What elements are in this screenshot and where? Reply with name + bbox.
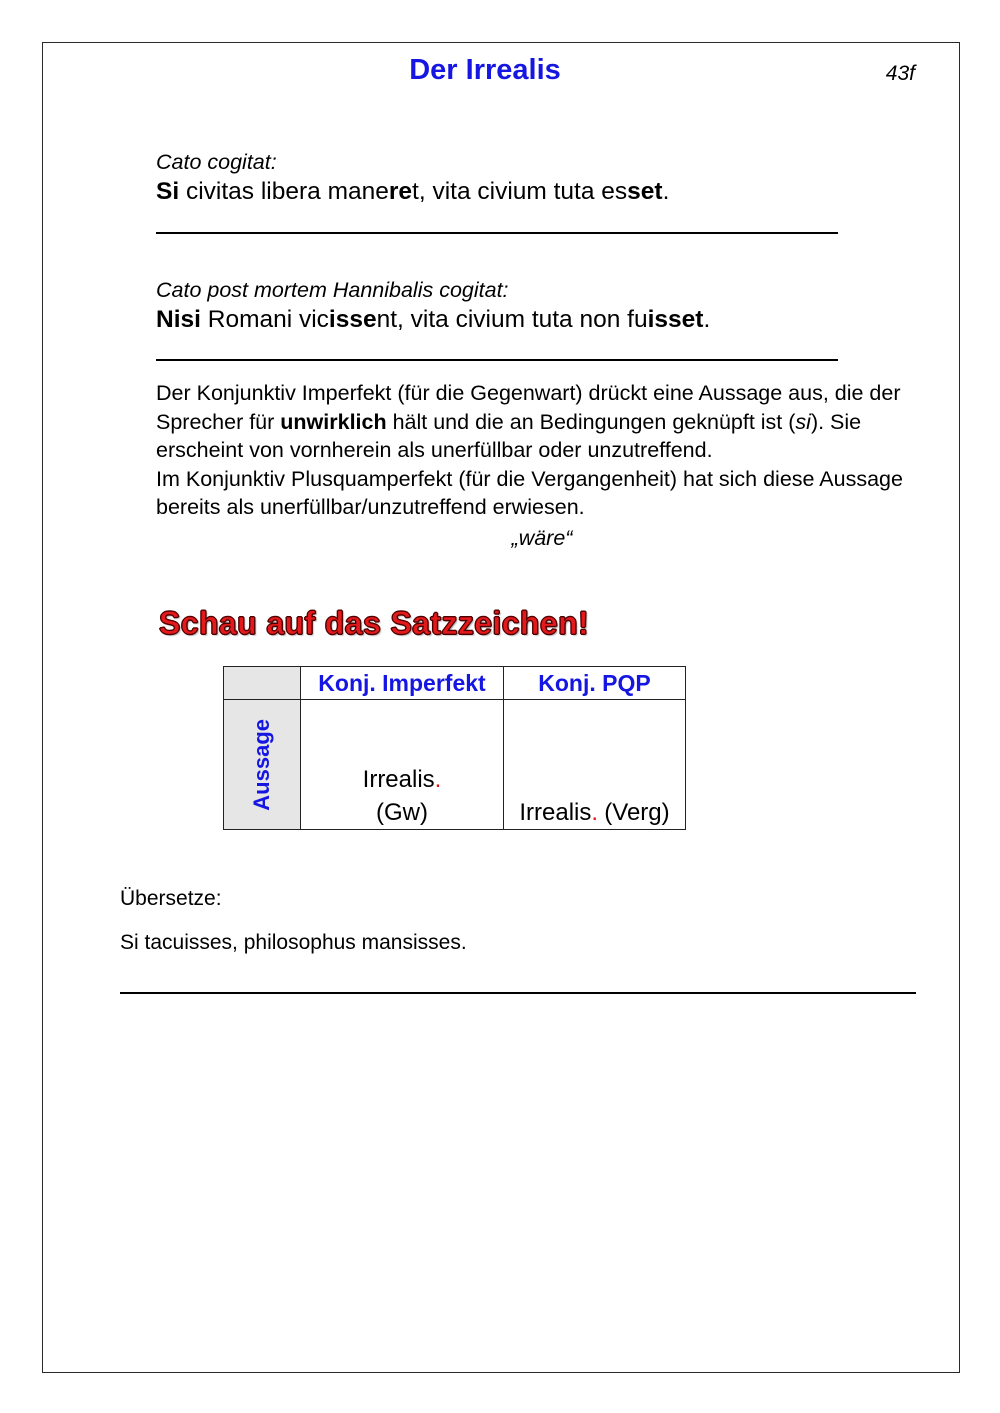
- example-2-bold-part: isset: [647, 306, 704, 333]
- emphasis-si: si: [795, 409, 811, 434]
- mood-table: [223, 666, 686, 830]
- example-2-part: Romani vic: [200, 306, 329, 333]
- explanation-text: ). Sie: [810, 409, 862, 434]
- translation-answer-line: [120, 992, 916, 994]
- example-2-part: nt, vita civium tuta non fu: [376, 306, 648, 333]
- cell-konj-pqp: [504, 700, 686, 830]
- example-1-bold-part: Si: [156, 178, 180, 205]
- table-header-row: [224, 667, 686, 700]
- emphasis-unwirklich: unwirklich: [280, 409, 387, 434]
- row-header-aussage: Aussage: [249, 718, 274, 811]
- explanation-text: Der Konjunktiv Imperfekt (für die Gegenwart) drückt eine Aussage aus, die der: [156, 381, 901, 405]
- gloss-waere: „wäre“: [511, 526, 573, 550]
- page-title: Der Irrealis: [409, 54, 561, 86]
- example-1-part: .: [662, 178, 670, 205]
- cell-note: (Verg): [604, 799, 670, 826]
- explanation-text: Sprecher für: [156, 409, 281, 434]
- explanation-line: [156, 408, 903, 437]
- example-1-part: civitas libera mane: [179, 178, 389, 205]
- example-1-part: t, vita civium tuta es: [412, 178, 628, 205]
- explanation-line: [156, 465, 903, 494]
- answer-line-2: [156, 359, 838, 361]
- cell-konj-imperfekt: [301, 700, 504, 830]
- translation-prompt: Übersetze:: [120, 887, 222, 910]
- explanation-text: Im Konjunktiv Plusquamperfekt (für die Vergangenheit) hat sich diese Aussage: [156, 466, 903, 491]
- explanation-paragraph: [156, 379, 903, 522]
- cell-term-line: [301, 763, 503, 796]
- cell-note-line: [301, 796, 503, 829]
- row-header-cell: [224, 700, 301, 830]
- example-2-part: .: [703, 306, 711, 333]
- explanation-line: [156, 436, 903, 465]
- explanation-text: bereits als unerfüllbar/unzutreffend erwiesen.: [156, 495, 585, 519]
- punctuation-callout: Schau auf das Satzzeichen!: [159, 605, 590, 641]
- answer-line-1: [156, 232, 838, 234]
- cell-term: Irrealis: [362, 766, 435, 793]
- cell-punctuation: .: [591, 799, 599, 826]
- example-1-intro: Cato cogitat:: [156, 150, 277, 174]
- example-2-sentence: [156, 305, 710, 335]
- cell-note: (Gw): [376, 799, 428, 826]
- example-2-bold-part: Nisi: [156, 306, 201, 333]
- example-1-sentence: [156, 177, 669, 207]
- example-2-intro: Cato post mortem Hannibalis cogitat:: [156, 278, 509, 302]
- cell-term: Irrealis: [519, 799, 592, 826]
- explanation-text: erscheint von vornherein als unerfüllbar oder unzutreffend.: [156, 438, 713, 462]
- translation-sentence: Si tacuisses, philosophus mansisses.: [120, 931, 467, 954]
- example-2-bold-part: isse: [328, 306, 377, 333]
- explanation-line: [156, 379, 903, 408]
- column-header-konj-imperfekt: Konj. Imperfekt: [301, 667, 504, 700]
- page-number: 43f: [885, 62, 915, 85]
- explanation-text: hält und die an Bedingungen geknüpft ist (: [386, 409, 796, 434]
- cell-punctuation: .: [434, 766, 442, 793]
- table-row: [224, 700, 686, 830]
- example-1-bold-part: re: [388, 178, 413, 205]
- explanation-line: [156, 493, 903, 522]
- table-corner-cell: [224, 667, 301, 700]
- column-header-konj-pqp: Konj. PQP: [504, 667, 686, 700]
- example-1-bold-part: set: [627, 178, 663, 205]
